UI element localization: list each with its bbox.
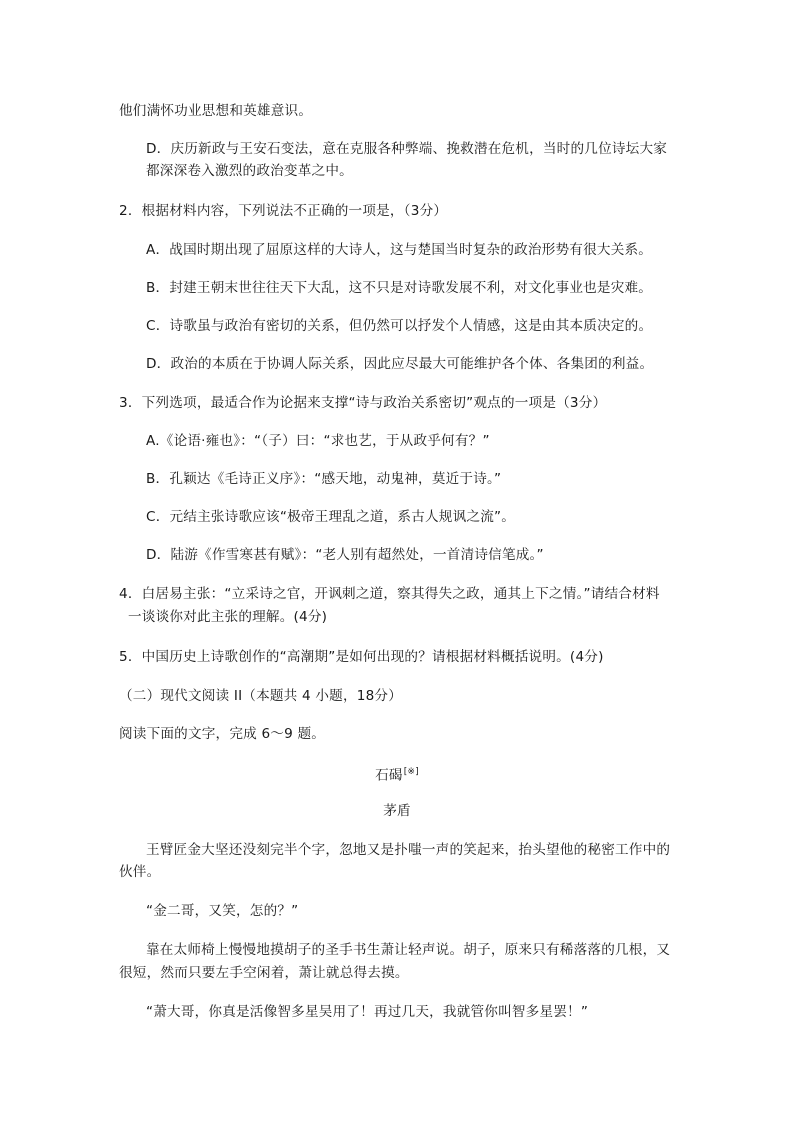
section-heading: （二）现代文阅读 II（本题共 4 小题，18分） [119, 688, 403, 704]
story-dialogue-2: “萧大哥，你真是活像智多星吴用了！再过几天，我就管你叫智多星罢！” [146, 1004, 589, 1020]
q2-option-c: C．诗歌虽与政治有密切的关系，但仍然可以抒发个人情感，这是由其本质决定的。 [146, 318, 653, 334]
question-3: 3．下列选项，最适合作为论据来支撑“诗与政治关系密切”观点的一项是（3分） [119, 395, 607, 411]
q3-option-b: B．孔颖达《毛诗正义序》：“感天地，动鬼神，莫近于诗。” [146, 471, 502, 487]
q3-option-d: D．陆游《作雪寒甚有赋》：“老人别有超然处，一首清诗信笔成。” [146, 547, 544, 563]
story-paragraph-2: 靠在太师椅上慢慢地摸胡子的圣手书生萧让轻声说。胡子，原来只有稀落落的几根，又 [146, 942, 671, 958]
story-author: 茅盾 [383, 803, 411, 819]
question-4: 4．白居易主张：“立采诗之官，开讽刺之道，察其得失之政，通其上下之情。”请结合材料 [119, 586, 660, 602]
story-title [0, 764, 794, 784]
title-footnote-mark: [※] [403, 767, 419, 777]
option-d-line: D．庆历新政与王安石变法，意在克服各种弊端、挽救潜在危机，当时的几位诗坛大家 [146, 141, 668, 157]
option-d-continuation: 都深深卷入激烈的政治变革之中。 [146, 163, 353, 179]
story-paragraph-1: 王臂匠金大坚还没刻完半个字，忽地又是扑嗤一声的笑起来，抬头望他的秘密工作中的 [146, 842, 671, 858]
q3-option-a: A.《论语·雍也》：“（子）曰：“求也艺，于从政乎何有？” [146, 433, 490, 449]
story-paragraph-2-continuation: 很短，然而只要左手空闲着，萧让就总得去摸。 [119, 965, 409, 981]
story-paragraph-1-continuation: 伙伴。 [119, 864, 161, 880]
question-4-continuation: 一谈谈你对此主张的理解。(4分) [128, 609, 328, 625]
story-dialogue-1: “金二哥，又笑，怎的？” [146, 903, 299, 919]
question-2: 2．根据材料内容，下列说法不正确的一项是，（3分） [119, 203, 448, 219]
q2-option-b: B．封建王朝末世往往天下大乱，这不只是对诗歌发展不利，对文化事业也是灾难。 [146, 280, 653, 296]
q2-option-d: D．政治的本质在于协调人际关系，因此应尽最大可能维护各个体、各集团的利益。 [146, 356, 654, 372]
question-5: 5．中国历史上诗歌创作的“高潮期”是如何出现的？请根据材料概括说明。(4分) [119, 649, 604, 665]
paragraph-line: 他们满怀功业思想和英雄意识。 [119, 103, 313, 119]
q3-option-c: C．元结主张诗歌应该“极帝王理乱之道，系古人规讽之流”。 [146, 509, 516, 525]
reading-instruction: 阅读下面的文字，完成 6～9 题。 [119, 726, 326, 742]
q2-option-a: A．战国时期出现了屈原这样的大诗人，这与楚国当时复杂的政治形势有很大关系。 [146, 242, 653, 258]
story-title-text: 石碣 [375, 767, 403, 784]
